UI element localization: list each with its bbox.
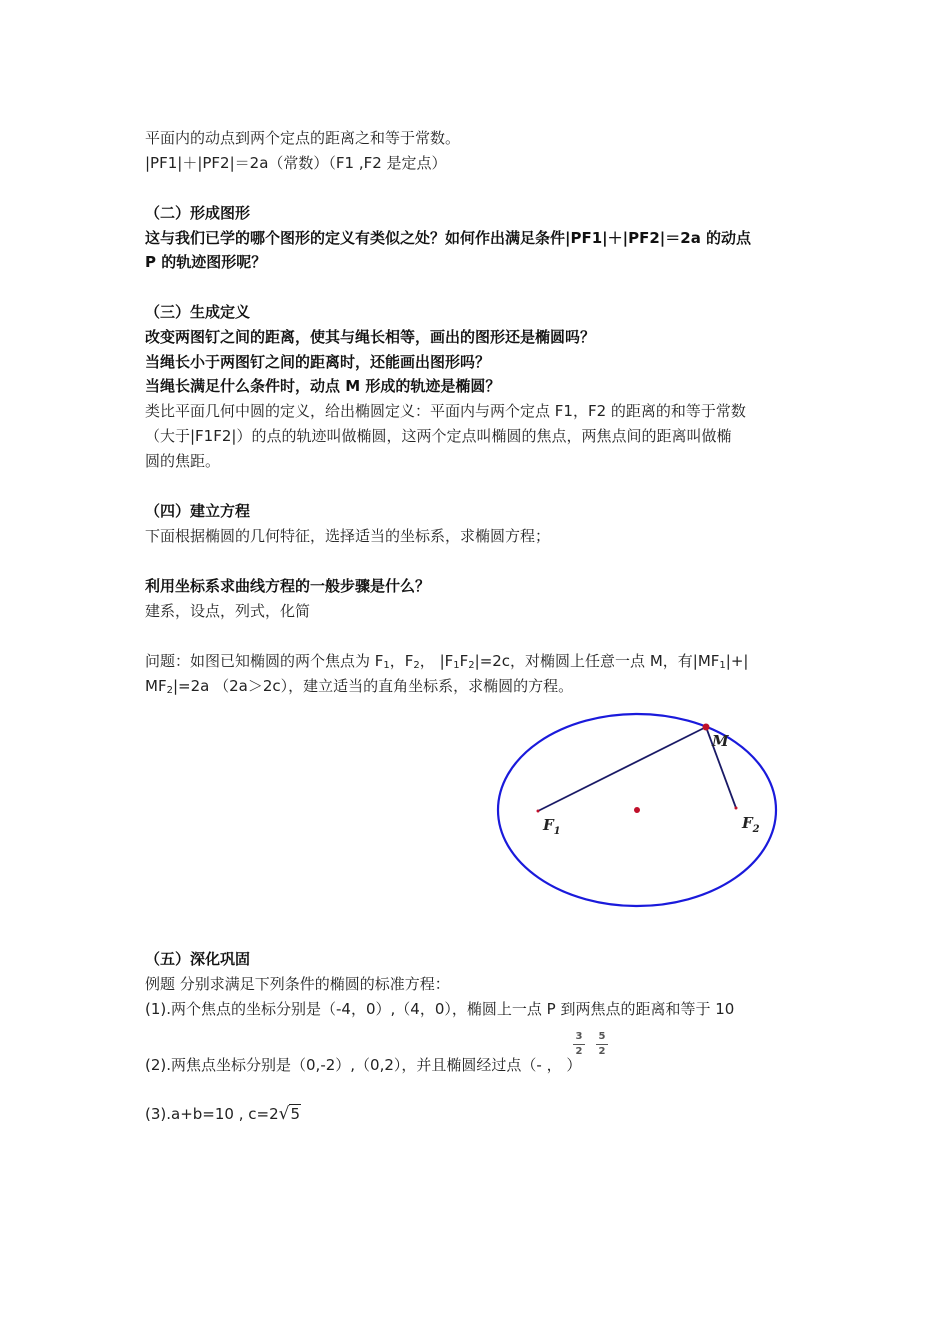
problem-text: F bbox=[459, 652, 469, 670]
fraction-5-2 bbox=[596, 1031, 608, 1058]
subscript: 1 bbox=[719, 660, 726, 671]
label-F2: $F_2$ bbox=[742, 814, 760, 835]
section-5-example: 例题 分别求满足下列条件的椭圆的标准方程： bbox=[145, 975, 450, 993]
center-point bbox=[634, 807, 640, 813]
exercise-3 bbox=[145, 1104, 301, 1124]
fraction-denominator: 2 bbox=[598, 1046, 606, 1057]
ellipse-figure bbox=[490, 705, 790, 915]
section-3-paragraph-2: （大于|F1F2|）的点的轨迹叫做椭圆，这两个定点叫椭圆的焦点，两焦点间的距离叫做椭 bbox=[145, 427, 732, 445]
subscript: 1 bbox=[383, 660, 390, 671]
section-3-title: （三）生成定义 bbox=[145, 303, 251, 321]
exercise-2: (2).两焦点坐标分别是（0,-2）,（0,2），并且椭圆经过点（- ， ） bbox=[145, 1056, 582, 1074]
problem-text: ，F bbox=[389, 652, 414, 670]
label-M: M bbox=[712, 732, 729, 750]
section-3-paragraph-1: 类比平面几何中圆的定义，给出椭圆定义：平面内与两个定点 F1，F2 的距离的和等于常数 bbox=[145, 402, 746, 420]
fraction-numerator: 5 bbox=[598, 1031, 606, 1042]
section-4-paragraph-1: 下面根据椭圆的几何特征，选择适当的坐标系，求椭圆方程； bbox=[145, 527, 551, 545]
section-3-question-1: 改变两图钉之间的距离，使其与绳长相等，画出的图形还是椭圆吗？ bbox=[145, 328, 596, 346]
point-F1 bbox=[537, 810, 540, 813]
section-2-question-1: 这与我们已学的哪个图形的定义有类似之处？如何作出满足条件|PF1|＋|PF2|＝2a 的动点 bbox=[145, 229, 752, 247]
fraction-3-2 bbox=[573, 1031, 585, 1058]
subscript: 2 bbox=[468, 660, 475, 671]
segment-F1M bbox=[538, 727, 706, 811]
problem-text: |+| bbox=[725, 652, 749, 670]
sqrt-radicand: 5 bbox=[290, 1105, 301, 1123]
intro-line-1: 平面内的动点到两个定点的距离之和等于常数。 bbox=[145, 129, 461, 147]
problem-line-1 bbox=[145, 651, 748, 676]
exercise-3-text: (3).a+b=10 , c=2 bbox=[145, 1105, 279, 1123]
point-M bbox=[703, 724, 710, 731]
problem-text: ， |F bbox=[419, 652, 454, 670]
fraction-numerator: 3 bbox=[575, 1031, 583, 1042]
problem-text: MF bbox=[145, 677, 167, 695]
label-F1: $F_1$ bbox=[543, 816, 561, 837]
intro-line-2: |PF1|＋|PF2|＝2a（常数）（F1 ,F2 是定点） bbox=[145, 154, 447, 172]
section-5-title: （五）深化巩固 bbox=[145, 950, 251, 968]
section-3-question-3: 当绳长满足什么条件时，动点 M 形成的轨迹是椭圆？ bbox=[145, 377, 501, 395]
section-4-paragraph-2: 建系，设点，列式，化简 bbox=[145, 602, 311, 620]
problem-text: 问题：如图已知椭圆的两个焦点为 F bbox=[145, 652, 384, 670]
point-F2 bbox=[735, 807, 738, 810]
section-3-question-2: 当绳长小于两图钉之间的距离时，还能画出图形吗？ bbox=[145, 353, 491, 371]
section-3-paragraph-3: 圆的焦距。 bbox=[145, 452, 221, 470]
subscript: 1 bbox=[453, 660, 460, 671]
section-4-title: （四）建立方程 bbox=[145, 502, 251, 520]
fraction-denominator: 2 bbox=[575, 1046, 583, 1057]
problem-text: |=2c，对椭圆上任意一点 M，有|MF bbox=[474, 652, 720, 670]
exercise-1: (1).两个焦点的坐标分别是（-4，0）,（4，0），椭圆上一点 P 到两焦点的距离和等于 10 bbox=[145, 1000, 735, 1018]
section-4-question: 利用坐标系求曲线方程的一般步骤是什么？ bbox=[145, 577, 431, 595]
subscript: 2 bbox=[166, 685, 173, 696]
section-2-title: （二）形成图形 bbox=[145, 204, 251, 222]
subscript: 2 bbox=[413, 660, 420, 671]
sqrt-symbol: √ bbox=[278, 1104, 290, 1124]
section-2-question-2: P 的轨迹图形呢？ bbox=[145, 253, 267, 271]
problem-line-2 bbox=[145, 676, 573, 701]
problem-text: |=2a （2a＞2c），建立适当的直角坐标系，求椭圆的方程。 bbox=[172, 677, 574, 695]
